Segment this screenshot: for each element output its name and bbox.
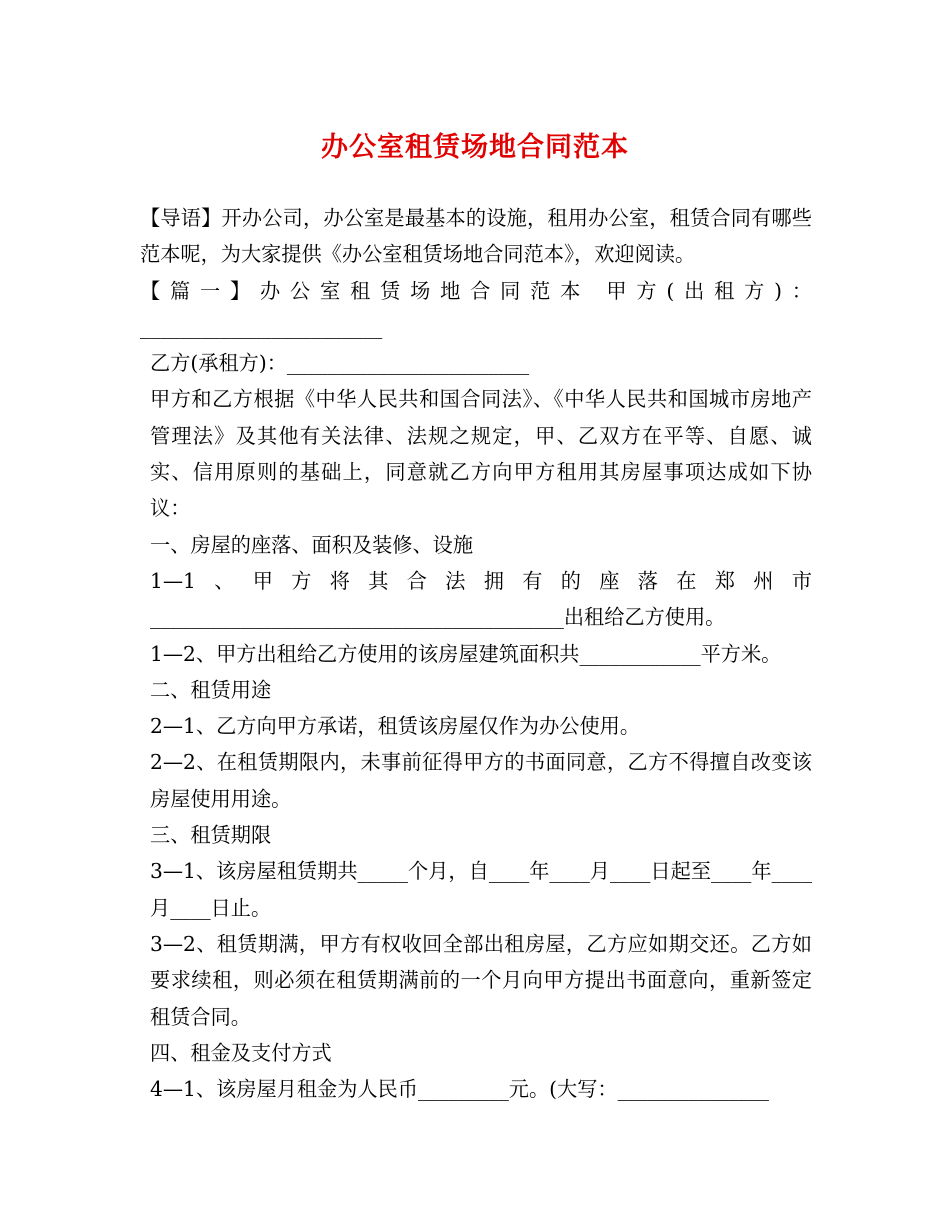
- document-title: 办公室租赁场地合同范本: [321, 132, 629, 163]
- document-body: [140, 200, 812, 1107]
- clause-1-2: 1—2、甲方出租给乙方使用的该房屋建筑面积共____________平方米。: [150, 641, 782, 666]
- clause-4-1: 4—1、该房屋月租金为人民币_________元。(大写：_______________: [150, 1077, 770, 1102]
- paragraph-part-one-party-a: 【篇一】办公室租赁场地合同范本 甲方(出租方)：________________________: [140, 278, 812, 339]
- paragraph-intro: 【导语】开办公司，办公室是最基本的设施，租用办公室，租赁合同有哪些范本呢，为大家提供《办公室租赁场地合同范本》，欢迎阅读。: [140, 206, 812, 267]
- clause-3-2: 3—2、租赁期满，甲方有权收回全部出租房屋，乙方应如期交还。乙方如要求续租，则必须在租赁期满前的一个月向甲方提出书面意向，重新签定租赁合同。: [150, 931, 812, 1029]
- section-heading-rent: 四、租金及支付方式: [150, 1040, 332, 1065]
- clause-3-1: 3—1、该房屋租赁期共_____个月，自____年____月____日起至____年____月____日止。: [150, 859, 812, 920]
- clause-1-1: 1—1、甲方将其合法拥有的座落在郑州市_________________________________________出租给乙方使用。: [150, 568, 812, 630]
- paragraph-agreement-basis: 甲方和乙方根据《中华人民共和国合同法》、《中华人民共和国城市房地产管理法》及其他有关法律、法规之规定，甲、乙双方在平等、自愿、诚实、信用原则的基础上，同意就乙方向甲方租用其房屋事项达成如下协议：: [150, 387, 812, 521]
- section-heading-usage: 二、租赁用途: [150, 677, 272, 702]
- clause-2-2: 2—2、在租赁期限内，未事前征得甲方的书面同意，乙方不得擅自改变该房屋使用用途。: [150, 750, 812, 811]
- section-heading-term: 三、租赁期限: [150, 823, 272, 848]
- clause-2-1: 2—1、乙方向甲方承诺，租赁该房屋仅作为办公使用。: [150, 714, 641, 739]
- paragraph-party-b: 乙方(承租方)：________________________: [150, 351, 530, 376]
- section-heading-property: 一、房屋的座落、面积及装修、设施: [150, 532, 474, 557]
